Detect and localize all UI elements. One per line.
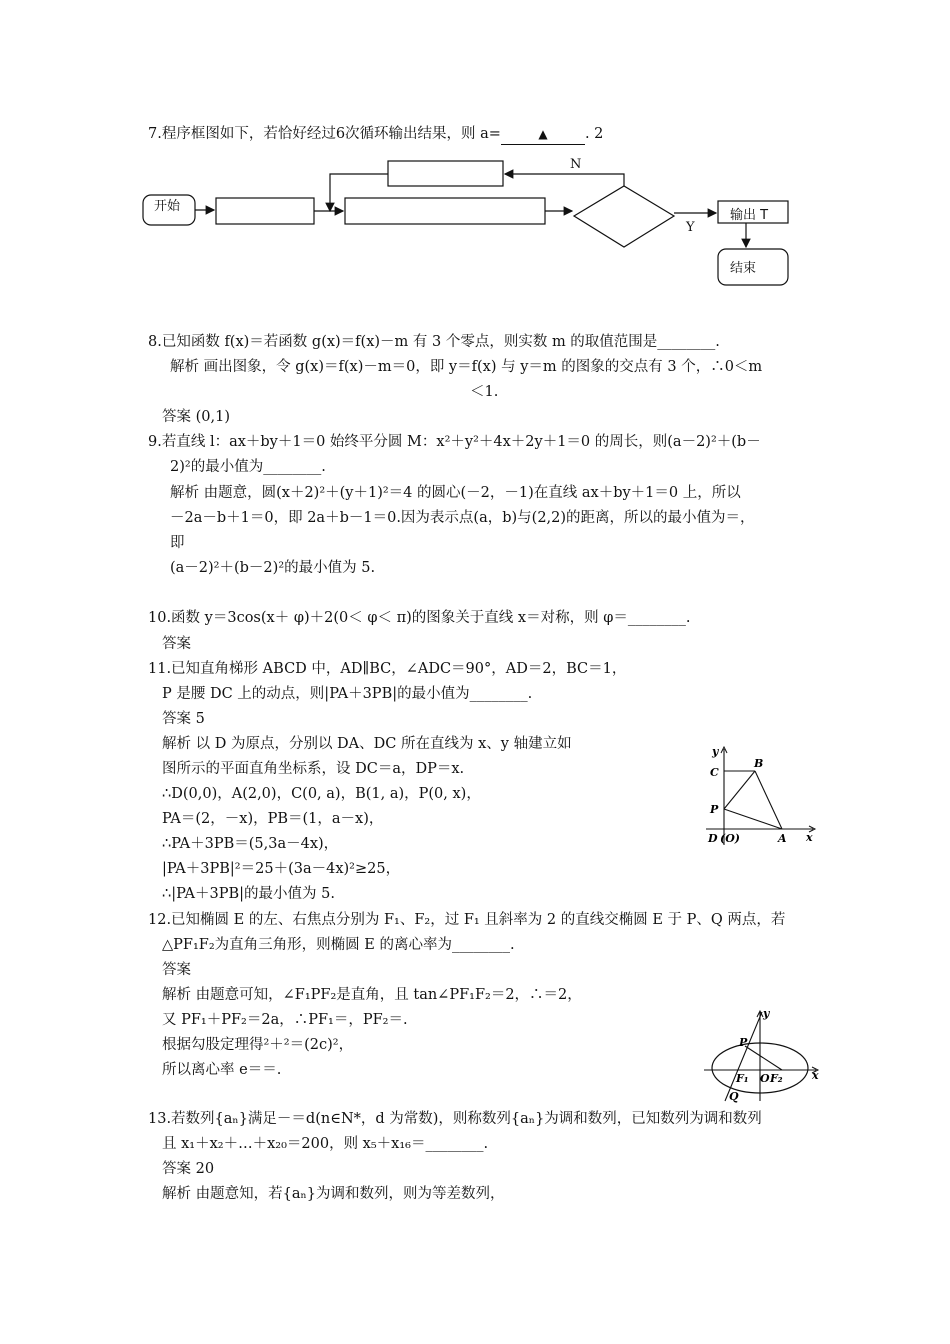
q12-stem-2: △PF₁F₂为直角三角形，则椭圆 E 的离心率为________. xyxy=(162,937,515,953)
q12-stem-1: 12.已知椭圆 E 的左、右焦点分别为 F₁、F₂，过 F₁ 且斜率为 2 的直线交椭圆 E 于 P、Q 两点，若 xyxy=(148,912,786,928)
process-box-1 xyxy=(216,198,314,224)
q11-analysis-2: 图所示的平面直角坐标系，设 DC＝a，DP＝x. xyxy=(162,761,465,777)
q12-answer: 答案 xyxy=(162,962,191,978)
q11-stem-1: 11.已知直角梯形 ABCD 中，AD∥BC，∠ADC＝90°，AD＝2，BC＝1， xyxy=(148,661,627,677)
q11-stem-2: P 是腰 DC 上的动点，则|PA＋3PB|的最小值为________. xyxy=(162,686,533,702)
segment-pf2 xyxy=(745,1046,782,1070)
q8-stem: 8.已知函数 f(x)＝若函数 g(x)＝f(x)－m 有 3 个零点，则实数 m 的取值范围是________. xyxy=(148,334,720,350)
fig1-label-b: B xyxy=(754,757,764,770)
q12-analysis-1: 解析 由题意可知，∠F₁PF₂是直角，且 tan∠PF₁F₂＝2，∴＝2， xyxy=(162,987,582,1003)
q13-answer: 答案 20 xyxy=(162,1161,215,1177)
q7-tail: . 2 xyxy=(584,126,604,142)
q11-answer: 答案 5 xyxy=(162,711,205,727)
q9-analysis-4: (a－2)²＋(b－2)²的最小值为 5. xyxy=(170,560,376,576)
q8-answer: 答案 (0,1) xyxy=(162,409,230,425)
q10-answer: 答案 xyxy=(162,636,191,652)
fig2-label-f2: F₂ xyxy=(770,1072,783,1085)
fig2-label-q: Q xyxy=(729,1090,739,1103)
fig1-label-y: y xyxy=(712,745,719,758)
fig1-label-a: A xyxy=(778,832,787,845)
line-through-f1 xyxy=(725,1012,762,1101)
q9-analysis-2: －2a－b＋1＝0，即 2a＋b－1＝0.因为表示点(a，b)与(2,2)的距离，所以的最小值为＝， xyxy=(170,510,755,526)
q11-analysis-1: 解析 以 D 为原点，分别以 DA、DC 所在直线为 x、y 轴建立如 xyxy=(162,736,572,752)
q8-analysis-1: 解析 画出图象，令 g(x)＝f(x)－m＝0，即 y＝f(x) 与 y＝m 的图象的交点有 3 个，∴0＜m xyxy=(170,359,763,375)
q12-analysis-4: 所以离心率 e＝＝. xyxy=(162,1062,282,1078)
fig2-label-x: x xyxy=(812,1069,819,1082)
loop-box xyxy=(388,161,503,186)
q7-stem xyxy=(148,124,603,145)
q7-blank: ▲ xyxy=(501,124,585,145)
loop-back-line xyxy=(505,174,624,186)
q10-stem: 10.函数 y＝3cos(x＋ φ)＋2(0＜ φ＜ π)的图象关于直线 x＝对称，则 φ＝________. xyxy=(148,610,691,626)
q13-stem-2: 且 x₁＋x₂＋…＋x₂₀＝200，则 x₅＋x₁₆＝________. xyxy=(162,1136,489,1152)
flowchart xyxy=(140,155,800,295)
q9-analysis-1: 解析 由题意，圆(x＋2)²＋(y＋1)²＝4 的圆心(－2，－1)在直线 ax＋by＋1＝0 上，所以 xyxy=(170,485,741,501)
fig1-label-o: (O) xyxy=(720,832,740,845)
segment-pa xyxy=(724,809,782,829)
loop-return-line xyxy=(330,174,388,211)
q13-stem-1: 13.若数列{aₙ}满足－＝d(n∈N*，d 为常数)，则称数列{aₙ}为调和数列，已知数列为调和数列 xyxy=(148,1111,762,1127)
fig2-label-f1: F₁ xyxy=(736,1072,749,1085)
fig1-label-d: D xyxy=(708,832,718,845)
y-label: Y xyxy=(686,220,695,235)
fig1-label-p: P xyxy=(710,803,719,816)
q9-analysis-3: 即 xyxy=(170,535,185,551)
process-box-2 xyxy=(345,198,545,224)
q9-stem-2: 2)²的最小值为________. xyxy=(170,459,326,475)
q13-analysis-1: 解析 由题意知，若{aₙ}为调和数列，则为等差数列， xyxy=(162,1186,505,1202)
decision-diamond xyxy=(574,186,674,247)
q7-stem-text: 7.程序框图如下，若恰好经过6次循环输出结果，则 a= xyxy=(148,126,501,142)
fig1-label-c: C xyxy=(710,766,719,779)
n-label: N xyxy=(570,157,582,172)
q8-analysis-2: ＜1. xyxy=(470,384,499,400)
q12-analysis-2: 又 PF₁＋PF₂＝2a，∴PF₁＝，PF₂＝. xyxy=(162,1012,408,1028)
q9-stem-1: 9.若直线 l：ax＋by＋1＝0 始终平分圆 M：x²＋y²＋4x＋2y＋1＝0 的周长，则(a－2)²＋(b－ xyxy=(148,434,761,450)
ellipse-figure xyxy=(700,1008,825,1103)
trapezoid-figure xyxy=(700,745,820,850)
fig1-label-x: x xyxy=(806,831,813,844)
segment-pb xyxy=(724,771,755,809)
output-label: 输出 T xyxy=(730,208,769,223)
q12-analysis-3: 根据勾股定理得²＋²＝(2c)²， xyxy=(162,1037,354,1053)
start-label: 开始 xyxy=(154,199,181,214)
q11-analysis-5: ∴PA＋3PB＝(5,3a－4x)， xyxy=(162,836,339,852)
q11-analysis-6: |PA＋3PB|²＝25＋(3a－4x)²≥25， xyxy=(162,861,401,877)
fig2-label-p: P xyxy=(739,1036,748,1049)
q11-analysis-3: ∴D(0,0)，A(2,0)，C(0, a)，B(1, a)，P(0, x)， xyxy=(162,786,481,802)
end-label: 结束 xyxy=(730,261,757,276)
segment-ba xyxy=(755,771,782,829)
q11-analysis-4: PA＝(2，－x)，PB＝(1，a－x)， xyxy=(162,811,384,827)
fig2-label-y: y xyxy=(763,1008,770,1020)
fig2-label-o: O xyxy=(760,1072,770,1085)
q11-analysis-7: ∴|PA＋3PB|的最小值为 5. xyxy=(162,886,335,902)
